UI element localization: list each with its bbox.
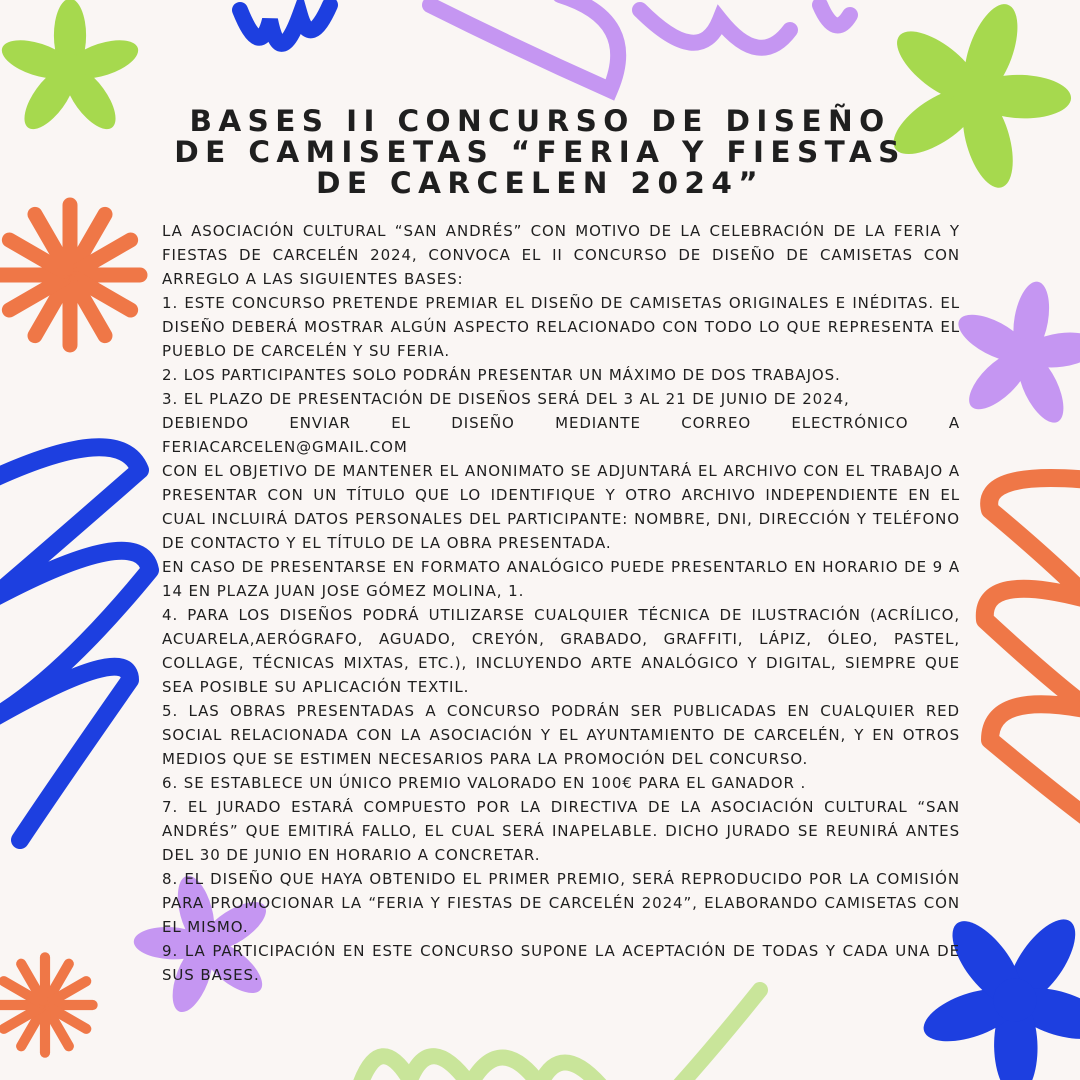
orange-burst-bottom-left: [0, 952, 98, 1057]
rule-7-paragraph: 7. EL JURADO ESTARÁ COMPUESTO POR LA DIRECTIVA DE LA ASOCIACIÓN CULTURAL “SAN ANDRÉS” QUE EMITIRÁ FALLO, EL CUAL SERÁ INAPELABLE. DICHO JURADO SE REUNIRÁ ANTES DEL 30 DE JUNIO EN HORARIO A CONCRETAR.: [162, 798, 960, 864]
rule-9-paragraph: 9. LA PARTICIPACIÓN EN ESTE CONCURSO SUPONE LA ACEPTACIÓN DE TODAS Y CADA UNA DE SUS BASES.: [162, 942, 960, 984]
analog-format-paragraph: EN CASO DE PRESENTARSE EN FORMATO ANALÓGICO PUEDE PRESENTARLO EN HORARIO DE 9 A 14 EN PLAZA JUAN JOSE GÓMEZ MOLINA, 1.: [162, 558, 960, 600]
blue-scribble-top: [240, 5, 330, 44]
intro-paragraph: LA ASOCIACIÓN CULTURAL “SAN ANDRÉS” CON MOTIVO DE LA CELEBRACIÓN DE LA FERIA Y FIESTAS DE CARCELÉN 2024, CONVOCA EL II CONCURSO DE DISEÑO DE CAMISETAS CON ARREGLO A LAS SIGUIENTES BASES:: [162, 222, 960, 288]
title-line-1: BASES II CONCURSO DE DISEÑO: [189, 104, 891, 138]
title-line-2: DE CAMISETAS “FERIA Y FIESTAS: [174, 135, 906, 169]
rule-3-email-paragraph: DEBIENDO ENVIAR EL DISEÑO MEDIANTE CORREO ELECTRÓNICO A FERIACARCELEN@GMAIL.COM: [162, 414, 960, 456]
rule-8-paragraph: 8. EL DISEÑO QUE HAYA OBTENIDO EL PRIMER PREMIO, SERÁ REPRODUCIDO POR LA COMISIÓN PARA PROMOCIONAR LA “FERIA Y FIESTAS DE CARCELÉN 2024”, ELABORANDO CAMISETAS CON EL MISMO.: [162, 870, 960, 936]
anonymity-paragraph: CON EL OBJETIVO DE MANTENER EL ANONIMATO SE ADJUNTARÁ EL ARCHIVO CON EL TRABAJO A PRESENTAR CON UN TÍTULO QUE LO IDENTIFIQUE Y OTRO ARCHIVO INDEPENDIENTE EN EL CUAL INCLUIRÁ DATOS PERSONALES DEL PARTICIPANTE: NOMBRE, DNI, DIRECCIÓN Y TELÉFONO DE CONTACTO Y EL TÍTULO DE LA OBRA PRESENTADA.: [162, 462, 960, 552]
rule-4-paragraph: 4. PARA LOS DISEÑOS PODRÁ UTILIZARSE CUALQUIER TÉCNICA DE ILUSTRACIÓN (ACRÍLICO, ACUARELA,AERÓGRAFO, AGUADO, CREYÓN, GRABADO, GRAFFITI, LÁPIZ, ÓLEO, PASTEL, COLLAGE, TÉCNICAS MIXTAS, ETC.), INCLUYENDO ARTE ANALÓGICO Y DIGITAL, SIEMPRE QUE SEA POSIBLE SU APLICACIÓN TEXTIL.: [162, 606, 960, 696]
rule-1-paragraph: 1. ESTE CONCURSO PRETENDE PREMIAR EL DISEÑO DE CAMISETAS ORIGINALES E INÉDITAS. EL DISEÑO DEBERÁ MOSTRAR ALGÚN ASPECTO RELACIONADO CON TODO LO QUE REPRESENTA EL PUEBLO DE CARCELÉN Y SU FERIA.: [162, 294, 960, 360]
light-green-scribble-bottom: [360, 990, 760, 1080]
rule-2-paragraph: 2. LOS PARTICIPANTES SOLO PODRÁN PRESENTAR UN MÁXIMO DE DOS TRABAJOS.: [162, 366, 841, 384]
blue-zigzag-left: [0, 447, 150, 840]
title-line-3: DE CARCELEN 2024”: [315, 166, 765, 200]
rules-body: [162, 219, 960, 987]
rule-3-paragraph: 3. EL PLAZO DE PRESENTACIÓN DE DISEÑOS SERÁ DEL 3 AL 21 DE JUNIO DE 2024,: [162, 390, 850, 408]
orange-zigzag-right: [985, 478, 1080, 820]
purple-scribble-top: [430, 0, 850, 90]
document-title: [150, 106, 930, 199]
orange-burst-left: [0, 198, 148, 353]
rule-6-paragraph: 6. SE ESTABLECE UN ÚNICO PREMIO VALORADO EN 100€ PARA EL GANADOR .: [162, 774, 807, 792]
green-flower-top-left: [0, 0, 143, 137]
rule-5-paragraph: 5. LAS OBRAS PRESENTADAS A CONCURSO PODRÁN SER PUBLICADAS EN CUALQUIER RED SOCIAL RELACIONADA CON LA ASOCIACIÓN Y EL AYUNTAMIENTO DE CARCELÉN, Y EN OTROS MEDIOS QUE SE ESTIMEN NECESARIOS PARA LA PROMOCIÓN DEL CONCURSO.: [162, 702, 960, 768]
